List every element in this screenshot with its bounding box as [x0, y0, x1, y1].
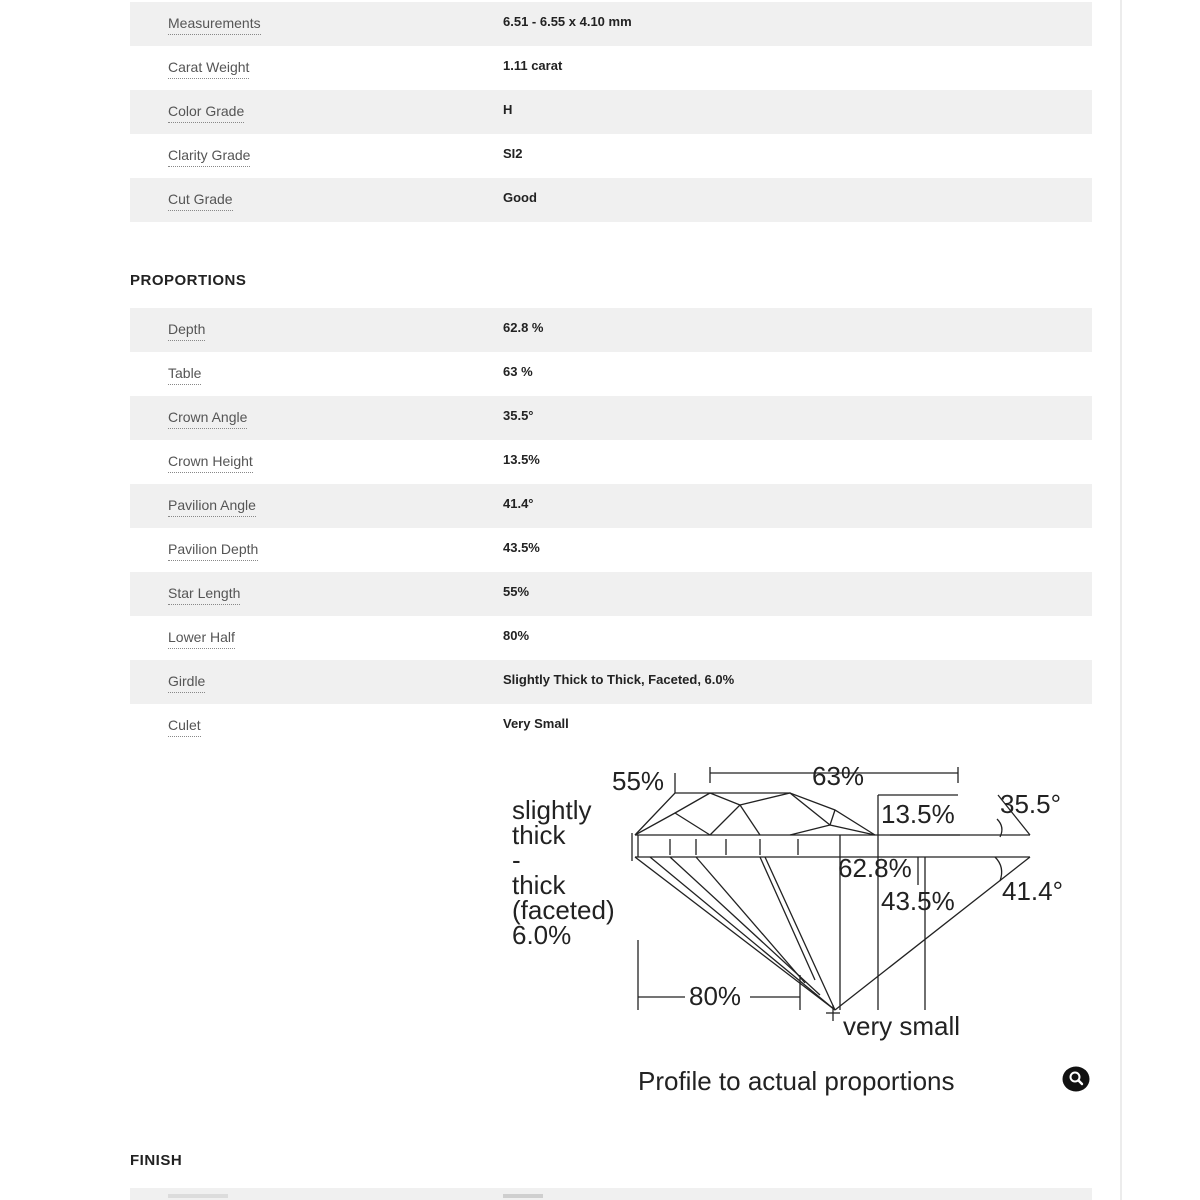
proportions-diagram — [500, 755, 1100, 1055]
table-row — [130, 616, 1092, 660]
depth-label[interactable]: Depth — [168, 321, 205, 341]
proportions-table — [130, 308, 1092, 748]
table-row — [130, 440, 1092, 484]
culet-label[interactable]: Culet — [168, 717, 201, 737]
pavilion-angle-label[interactable]: Pavilion Angle — [168, 497, 256, 517]
pavilion-depth-annotation: 43.5% — [881, 886, 955, 916]
cut-grade-value: Good — [503, 190, 537, 205]
table-value: 63 % — [503, 364, 533, 379]
crown-angle-label[interactable]: Crown Angle — [168, 409, 247, 429]
table-row — [130, 1188, 1092, 1200]
crown-angle-value: 35.5° — [503, 408, 534, 423]
depth-value: 62.8 % — [503, 320, 544, 335]
page-divider — [1120, 0, 1122, 1200]
table-row — [130, 308, 1092, 352]
grading-table — [130, 2, 1092, 222]
depth-annotation: 62.8% — [838, 853, 912, 883]
table-row — [130, 352, 1092, 396]
cut-grade-label[interactable]: Cut Grade — [168, 191, 233, 211]
pavilion-angle-value: 41.4° — [503, 496, 534, 511]
table-row — [130, 2, 1092, 46]
color-grade-value: H — [503, 102, 513, 117]
table-row — [130, 396, 1092, 440]
girdle-annotation-line: slightly — [512, 795, 592, 825]
diagram-caption: Profile to actual proportions — [638, 1066, 955, 1096]
clarity-grade-label[interactable]: Clarity Grade — [168, 147, 250, 167]
table-label[interactable]: Table — [168, 365, 201, 385]
crown-height-label[interactable]: Crown Height — [168, 453, 253, 473]
row-value-placeholder — [503, 1194, 543, 1198]
culet-annotation: very small — [843, 1011, 961, 1041]
color-grade-label[interactable]: Color Grade — [168, 103, 244, 123]
girdle-annotation-line: 6.0% — [512, 920, 572, 950]
star-length-annotation: 55% — [612, 766, 665, 796]
table-annotation: 63% — [812, 761, 865, 791]
pavilion-depth-label[interactable]: Pavilion Depth — [168, 541, 258, 561]
crown-angle-annotation: 35.5° — [1000, 789, 1062, 819]
carat-weight-value: 1.11 carat — [503, 58, 563, 73]
table-row — [130, 704, 1092, 748]
crown-height-value: 13.5% — [503, 452, 540, 467]
lower-half-annotation: 80% — [689, 981, 742, 1011]
table-row — [130, 528, 1092, 572]
finish-heading: FINISH — [130, 1152, 183, 1169]
star-length-value: 55% — [503, 584, 530, 599]
table-row — [130, 572, 1092, 616]
measurements-label[interactable]: Measurements — [168, 15, 261, 35]
table-row — [130, 46, 1092, 90]
girdle-annotation-line: (faceted) — [512, 895, 615, 925]
measurements-value: 6.51 - 6.55 x 4.10 mm — [503, 14, 632, 29]
table-row — [130, 660, 1092, 704]
lower-half-label[interactable]: Lower Half — [168, 629, 235, 649]
clarity-grade-value: SI2 — [503, 146, 523, 161]
crown-height-annotation: 13.5% — [881, 799, 955, 829]
culet-value: Very Small — [503, 716, 569, 731]
girdle-annotation-line: - — [512, 845, 521, 875]
table-row — [130, 90, 1092, 134]
girdle-label[interactable]: Girdle — [168, 673, 205, 693]
table-row — [130, 484, 1092, 528]
table-row — [130, 178, 1092, 222]
table-row — [130, 134, 1092, 178]
row-label-placeholder — [168, 1194, 228, 1198]
girdle-annotation-line: thick — [512, 870, 566, 900]
lower-half-value: 80% — [503, 628, 530, 643]
pavilion-angle-annotation: 41.4° — [1002, 876, 1064, 906]
pavilion-depth-value: 43.5% — [503, 540, 540, 555]
proportions-heading: PROPORTIONS — [130, 272, 247, 289]
carat-weight-label[interactable]: Carat Weight — [168, 59, 249, 79]
star-length-label[interactable]: Star Length — [168, 585, 240, 605]
magnifier-icon[interactable] — [1062, 1066, 1090, 1092]
girdle-annotation-line: thick — [512, 820, 566, 850]
girdle-value: Slightly Thick to Thick, Faceted, 6.0% — [503, 672, 735, 687]
